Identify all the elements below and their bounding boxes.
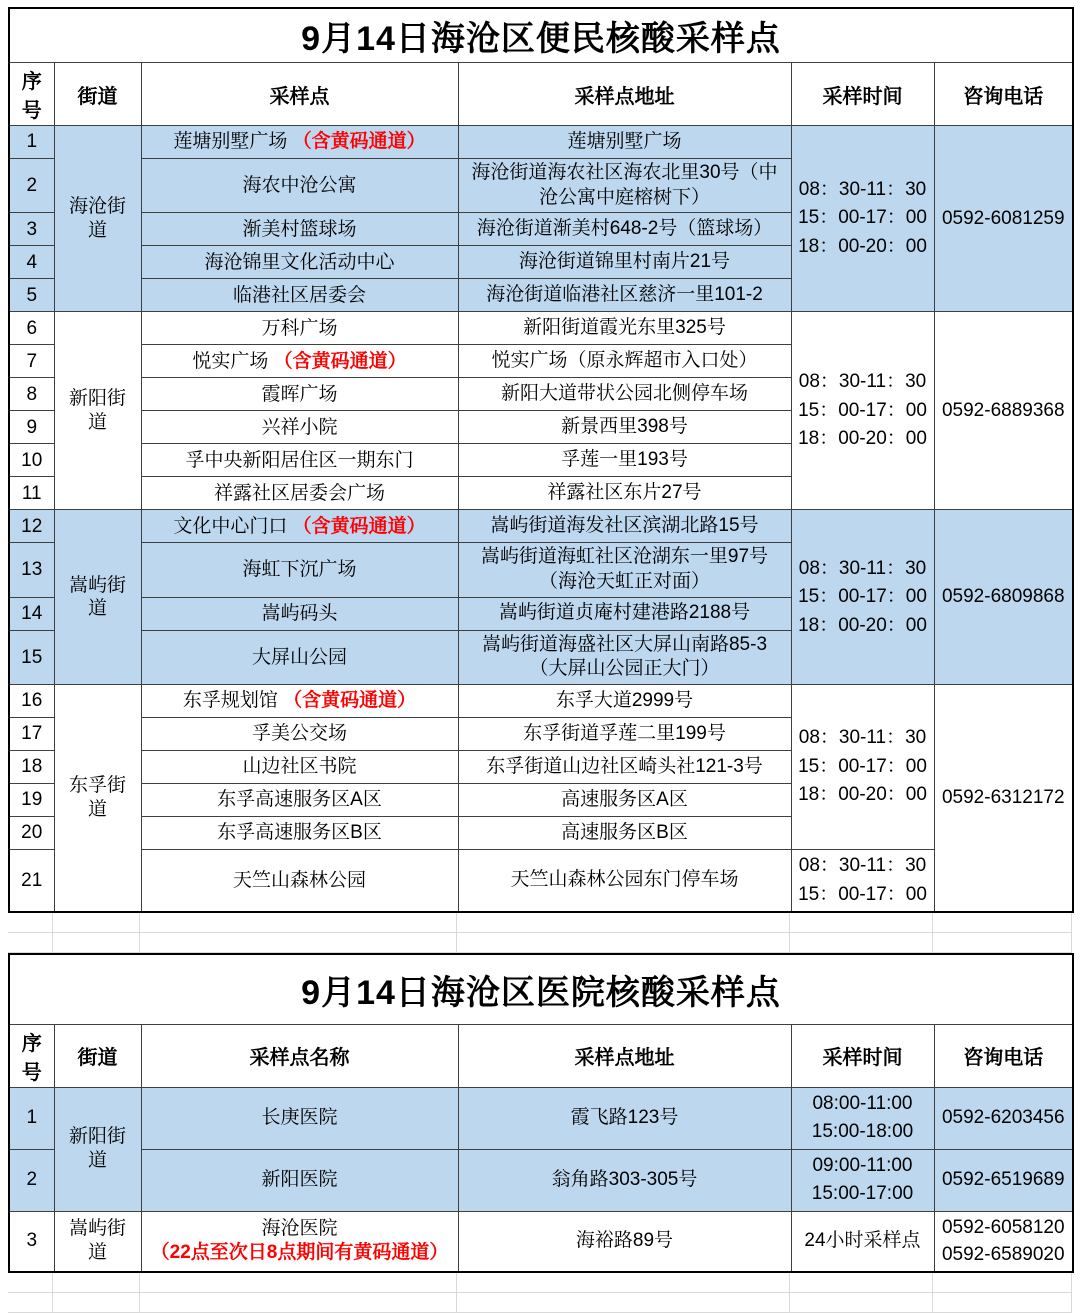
site-name: 东孚规划馆 [182,690,278,712]
sampling-time [791,1149,934,1211]
convenient-sampling-table [8,7,1074,913]
table-row [9,1149,1073,1211]
empty-spreadsheet-rows [8,1273,1072,1313]
table1-title-row [9,8,1073,63]
site-name: 东孚高速服务区A区 [217,789,382,811]
column-header: 采样点地址 [458,1024,791,1087]
site-cell [141,312,458,345]
site-name: 天竺山森林公园 [232,869,366,891]
column-header: 采样点 [141,63,458,126]
column-header: 序号 [9,63,54,126]
phone-line: 0592-6589020 [941,1244,1065,1266]
time-line: 24小时采样点 [804,1229,921,1251]
site-name: 文化中心门口 [173,515,288,537]
site-cell [141,444,458,477]
street-name: 新阳街道 [54,312,141,510]
table2-header-row [9,1024,1073,1087]
site-cell [141,784,458,817]
site-name: 新阳医院 [261,1169,338,1191]
phone-number [934,685,1073,913]
row-number: 18 [9,751,54,784]
site-address: 东孚街道山边社区崎头社121-3号 [458,751,791,784]
row-number: 3 [9,1211,54,1272]
time-line: 18：00-20：00 [798,784,927,806]
site-name: 海农中沧公寓 [242,174,357,196]
time-line: 09:00-11:00 [812,1154,913,1176]
site-name: 海沧医院 [261,1218,338,1240]
site-cell [141,718,458,751]
row-number: 2 [9,1149,54,1211]
site-cell [141,411,458,444]
site-address: 海沧街道渐美村648-2号（篮球场） [458,213,791,246]
site-cell [141,126,458,159]
column-header: 采样时间 [791,63,934,126]
column-header: 序号 [9,1024,54,1087]
column-header: 街道 [54,63,141,126]
sampling-time [791,312,934,510]
site-address: 嵩屿街道海发社区滨湖北路15号 [458,510,791,543]
phone-number [934,1087,1073,1149]
site-cell [141,685,458,718]
table-row [9,510,1073,543]
sampling-time [791,850,934,913]
yellow-code-note: （含黄码通道） [277,690,417,712]
column-header: 街道 [54,1024,141,1087]
row-number: 2 [9,159,54,213]
yellow-code-note: （22点至次日8点期间有黄码通道） [150,1242,449,1264]
site-name: 祥露社区居委会广场 [213,482,385,504]
site-name: 山边社区书院 [242,756,357,778]
row-number: 11 [9,477,54,510]
site-address: 翁角路303-305号 [458,1149,791,1211]
time-line: 08:00-11:00 [812,1092,913,1114]
site-cell [141,817,458,850]
time-line: 18：00-20：00 [798,235,927,257]
time-line: 18：00-20：00 [798,614,927,636]
site-name: 海虹下沉广场 [242,559,357,581]
phone-line: 0592-6809868 [941,586,1065,608]
site-address: 新阳街道霞光东里325号 [458,312,791,345]
row-number: 5 [9,279,54,312]
street-name: 东孚街道 [54,685,141,913]
row-number: 13 [9,543,54,597]
phone-number [934,1149,1073,1211]
sampling-time [791,1087,934,1149]
time-line: 15：00-17：00 [798,883,927,905]
phone-number [934,312,1073,510]
table-row [9,850,1073,913]
phone-line: 0592-6312172 [941,787,1065,809]
site-cell [141,246,458,279]
row-number: 3 [9,213,54,246]
site-name: 莲塘别墅广场 [173,131,288,153]
site-address: 高速服务区A区 [458,784,791,817]
column-header: 采样点地址 [458,63,791,126]
time-line: 15：00-17：00 [798,755,927,777]
table-row [9,312,1073,345]
time-line: 08：30-11：30 [798,727,927,749]
site-cell [141,1211,458,1272]
phone-number [934,126,1073,312]
sampling-time [791,1211,934,1272]
site-cell [141,1149,458,1211]
site-address: 海沧街道锦里村南片21号 [458,246,791,279]
time-line: 08：30-11：30 [798,855,927,877]
sampling-time [791,126,934,312]
site-cell [141,1087,458,1149]
site-cell [141,159,458,213]
site-address: 新景西里398号 [458,411,791,444]
street-name: 嵩屿街道 [54,510,141,685]
sampling-time [791,510,934,685]
site-address: 祥露社区东片27号 [458,477,791,510]
site-address: 嵩屿街道海盛社区大屏山南路85-3（大屏山公园正大门） [458,630,791,684]
time-line: 15：00-17：00 [798,207,927,229]
row-number: 12 [9,510,54,543]
yellow-code-note: （含黄码通道） [268,350,407,372]
site-address: 新阳大道带状公园北侧停车场 [458,378,791,411]
table-row [9,1211,1073,1272]
site-address: 高速服务区B区 [458,817,791,850]
row-number: 6 [9,312,54,345]
row-number: 7 [9,345,54,378]
site-name: 兴祥小院 [261,416,338,438]
row-number: 4 [9,246,54,279]
sampling-time [791,685,934,850]
site-name: 东孚高速服务区B区 [217,822,382,844]
row-number: 17 [9,718,54,751]
row-number: 1 [9,1087,54,1149]
site-name: 霞晖广场 [261,383,338,405]
site-address: 东孚大道2999号 [458,685,791,718]
site-cell [141,345,458,378]
site-name: 悦实广场 [192,350,269,372]
site-address: 悦实广场（原永辉超市入口处） [458,345,791,378]
time-line: 08：30-11：30 [798,557,927,579]
site-name: 孚美公交场 [251,723,347,745]
site-cell [141,543,458,597]
row-number: 8 [9,378,54,411]
table1-header-row [9,63,1073,126]
row-number: 14 [9,597,54,630]
hospital-sampling-table [8,953,1074,1273]
site-name: 临港社区居委会 [232,284,366,306]
site-cell [141,751,458,784]
table2-title-row [9,954,1073,1024]
row-number: 19 [9,784,54,817]
site-address: 莲塘别墅广场 [458,126,791,159]
street-name: 新阳街道 [54,1087,141,1211]
time-line: 08：30-11：30 [798,371,927,393]
site-cell [141,378,458,411]
time-line: 15：00-17：00 [798,399,927,421]
site-address: 东孚街道孚莲二里199号 [458,718,791,751]
time-line: 15:00-17:00 [811,1183,914,1205]
site-name: 万科广场 [261,317,338,339]
column-header: 咨询电话 [934,63,1073,126]
row-number: 9 [9,411,54,444]
empty-spreadsheet-rows [8,913,1072,953]
phone-line: 0592-6058120 [941,1216,1065,1238]
yellow-code-note: （含黄码通道） [287,515,426,537]
street-name: 嵩屿街道 [54,1211,141,1272]
site-address: 海裕路89号 [458,1211,791,1272]
time-line: 08：30-11：30 [798,178,927,200]
column-header: 采样时间 [791,1024,934,1087]
site-address: 海沧街道海农社区海农北里30号（中沧公寓中庭榕树下） [458,159,791,213]
site-address: 嵩屿街道贞庵村建港路2188号 [458,597,791,630]
phone-line: 0592-6889368 [941,400,1065,422]
site-address: 嵩屿街道海虹社区沧湖东一里97号（海沧天虹正对面） [458,543,791,597]
site-cell [141,597,458,630]
time-line: 15:00-18:00 [811,1121,914,1143]
site-name: 大屏山公园 [251,646,347,668]
phone-line: 0592-6081259 [941,207,1065,229]
table-row [9,685,1073,718]
phone-number [934,510,1073,685]
column-header: 咨询电话 [934,1024,1073,1087]
site-name: 孚中央新阳居住区一期东门 [185,449,414,471]
site-name: 海沧锦里文化活动中心 [204,251,395,273]
site-name: 渐美村篮球场 [242,218,357,240]
phone-number [934,1211,1073,1272]
site-address: 孚莲一里193号 [458,444,791,477]
row-number: 21 [9,850,54,913]
yellow-code-note: （含黄码通道） [287,131,426,153]
table-row [9,126,1073,159]
site-cell [141,510,458,543]
row-number: 1 [9,126,54,159]
row-number: 10 [9,444,54,477]
site-name: 长庚医院 [261,1107,338,1129]
site-cell [141,630,458,684]
row-number: 20 [9,817,54,850]
phone-line: 0592-6519689 [941,1169,1065,1191]
time-line: 18：00-20：00 [798,428,927,450]
time-line: 15：00-17：00 [798,586,927,607]
site-address: 海沧街道临港社区慈济一里101-2 [458,279,791,312]
site-cell [141,213,458,246]
row-number: 16 [9,685,54,718]
site-address: 霞飞路123号 [458,1087,791,1149]
table2-title: 9月14日海沧区医院核酸采样点 [9,954,1073,1024]
row-number: 15 [9,630,54,684]
site-cell [141,477,458,510]
table1-title: 9月14日海沧区便民核酸采样点 [9,8,1073,63]
column-header: 采样点名称 [141,1024,458,1087]
table-row [9,1087,1073,1149]
site-name: 嵩屿码头 [261,602,338,624]
phone-line: 0592-6203456 [941,1107,1065,1129]
street-name: 海沧街道 [54,126,141,312]
site-cell [141,850,458,913]
site-address: 天竺山森林公园东门停车场 [458,850,791,913]
site-cell [141,279,458,312]
